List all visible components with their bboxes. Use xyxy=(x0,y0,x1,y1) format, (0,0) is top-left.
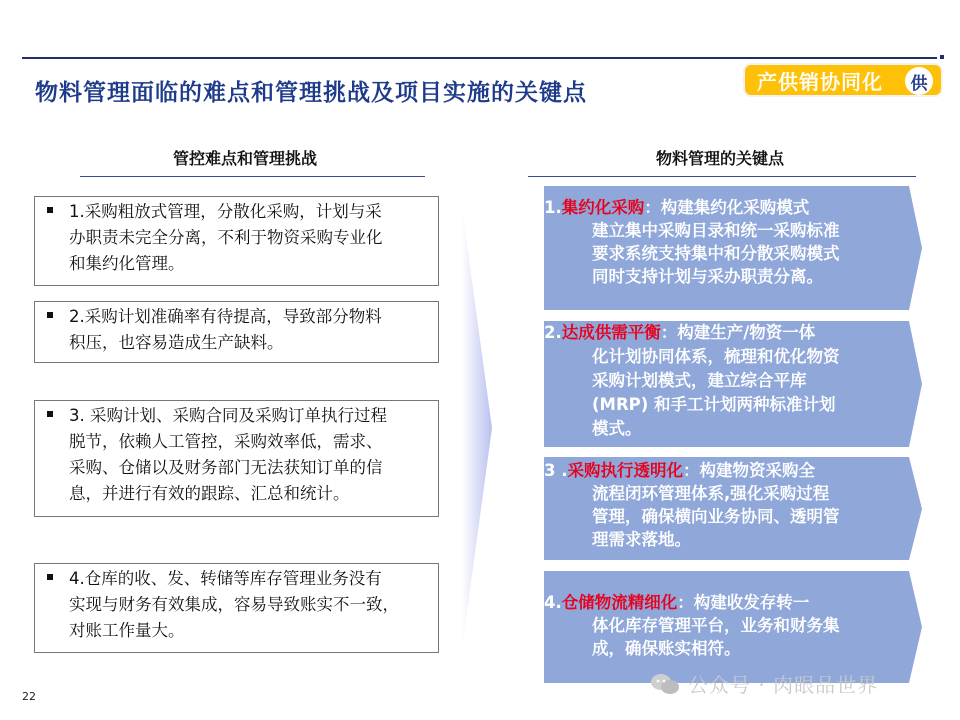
key-line: 同时支持计划与采办职责分离。 xyxy=(592,267,823,286)
key-heading: 集约化采购 xyxy=(561,198,645,217)
bullet-icon xyxy=(47,411,53,417)
key-line: 建立集中采购目录和统一采购标准 xyxy=(592,221,840,240)
right-heading: 物料管理的关键点 xyxy=(655,149,784,168)
challenge-line: 采购、仓储以及财务部门无法获知订单的信 xyxy=(69,458,383,477)
bullet-icon xyxy=(47,207,53,213)
key-text: ：构建物资采购全 xyxy=(683,461,815,480)
key-line: 管理，确保横向业务协同、透明管 xyxy=(592,507,840,526)
badge-circle: 供 xyxy=(905,67,933,95)
challenge-item-1 xyxy=(34,196,439,286)
challenge-line: 4.仓库的收、发、转储等库存管理业务没有 xyxy=(69,569,382,588)
bullet-icon xyxy=(47,574,53,580)
key-text: ：构建收发存转一 xyxy=(677,593,810,612)
challenge-item-4 xyxy=(34,563,439,653)
challenge-line: 和集约化管理。 xyxy=(69,254,185,273)
key-point-2 xyxy=(544,321,922,447)
key-text: ：构建生产/物资一体 xyxy=(660,323,816,342)
bullet-icon xyxy=(47,312,53,318)
center-arrow-icon xyxy=(462,208,494,648)
challenge-line: 脱节，依赖人工管控，采购效率低，需求、 xyxy=(69,432,383,451)
left-heading: 管控难点和管理挑战 xyxy=(172,149,317,168)
challenge-line: 对账工作量大。 xyxy=(69,621,185,640)
watermark-text: 公众号 · 肉眼品世界 xyxy=(688,673,879,697)
challenge-line: 2.采购计划准确率有待提高，导致部分物料 xyxy=(69,307,382,326)
challenge-line: 息，并进行有效的跟踪、汇总和统计。 xyxy=(69,484,350,503)
challenge-item-3 xyxy=(34,400,439,517)
key-line: 采购计划模式，建立综合平库 xyxy=(592,371,807,390)
left-heading-rule xyxy=(80,176,425,177)
key-heading: 仓储物流精细化 xyxy=(561,593,678,612)
challenge-line: 1.采购粗放式管理，分散化采购，计划与采 xyxy=(69,202,382,221)
key-line: 要求系统支持集中和分散采购模式 xyxy=(592,244,840,263)
key-point-4 xyxy=(544,571,922,683)
wechat-icon xyxy=(650,672,680,696)
top-rule-tick xyxy=(940,55,944,59)
right-heading-rule xyxy=(528,176,916,177)
watermark xyxy=(650,669,878,698)
page-number: 22 xyxy=(22,690,36,703)
key-line: 理需求落地。 xyxy=(592,530,691,549)
key-line: (MRP) 和手工计划两种标准计划 xyxy=(592,395,836,414)
key-number: 1. xyxy=(544,198,562,217)
challenge-line: 3. 采购计划、采购合同及采购订单执行过程 xyxy=(69,406,387,425)
key-number: 4. xyxy=(544,593,562,612)
challenge-item-2 xyxy=(34,301,439,363)
key-number: 3 . xyxy=(544,461,568,480)
key-line: 体化库存管理平台，业务和财务集 xyxy=(592,616,840,635)
key-line: 成，确保账实相符。 xyxy=(592,639,741,658)
challenge-line: 办职责未完全分离，不利于物资采购专业化 xyxy=(69,228,383,247)
slide-title: 物料管理面临的难点和管理挑战及项目实施的关键点 xyxy=(35,80,587,106)
key-heading: 达成供需平衡 xyxy=(561,323,661,342)
key-line: 模式。 xyxy=(592,419,642,438)
badge-text: 产供销协同化 xyxy=(757,69,883,94)
key-heading: 采购执行透明化 xyxy=(567,461,683,480)
top-rule xyxy=(22,57,937,59)
key-text: ：构建集约化采购模式 xyxy=(644,198,810,217)
badge xyxy=(743,63,943,97)
key-point-3 xyxy=(544,457,922,560)
challenge-line: 实现与财务有效集成，容易导致账实不一致， xyxy=(69,595,399,614)
key-line: 流程闭环管理体系,强化采购过程 xyxy=(592,484,830,503)
key-point-1 xyxy=(544,186,922,310)
key-number: 2. xyxy=(544,323,562,342)
challenge-line: 积压，也容易造成生产缺料。 xyxy=(69,333,284,352)
key-line: 化计划协同体系，梳理和优化物资 xyxy=(592,347,840,366)
